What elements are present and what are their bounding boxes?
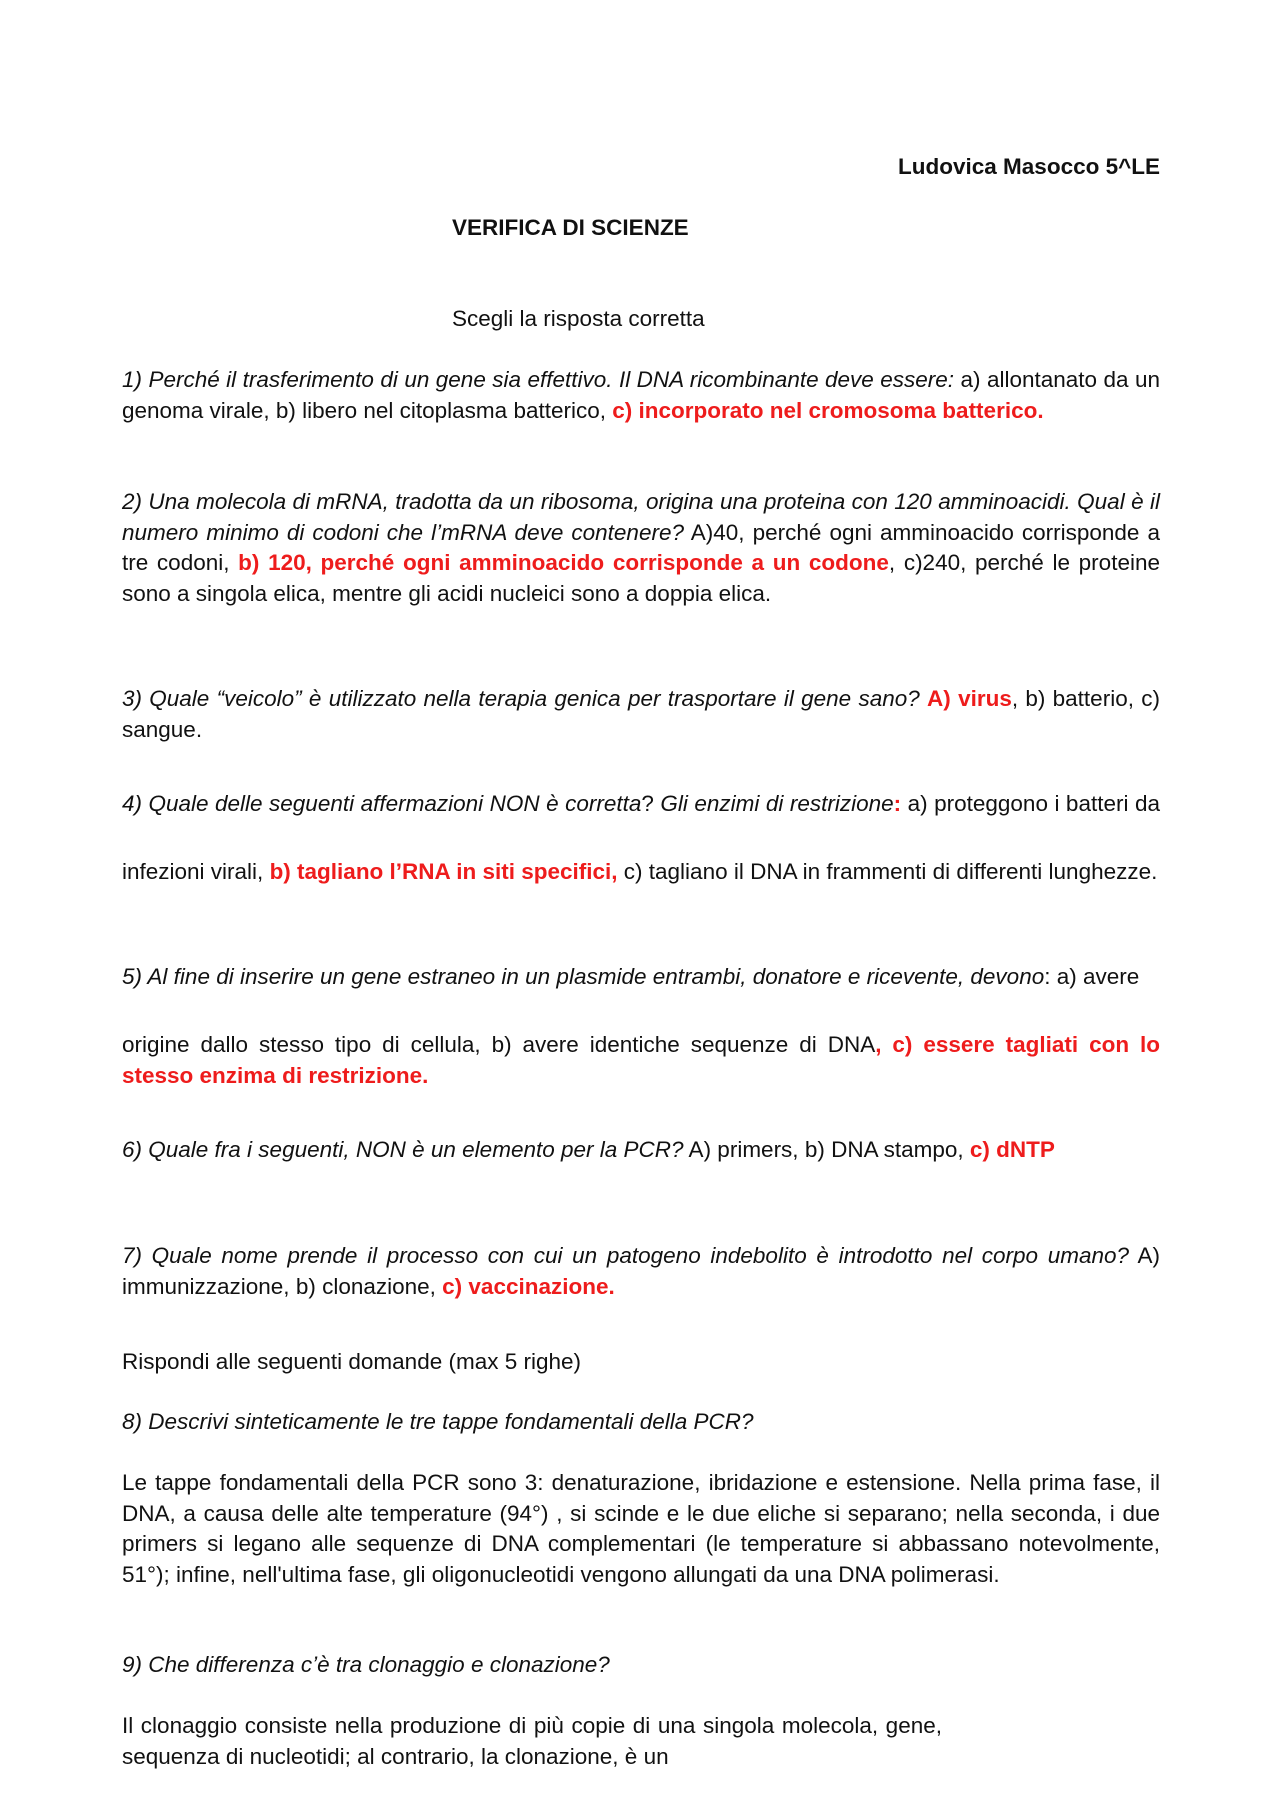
question-5-text: 5) Al fine di inserire un gene estraneo in un plasmide entrambi, donatore e ricevente, devono <box>122 964 1045 989</box>
question-7-text: 7) Quale nome prende il processo con cui un patogeno indebolito è introdotto nel corpo umano? <box>122 1243 1130 1268</box>
question-4-options-before: infezioni virali, <box>122 859 270 884</box>
question-3-options-after: , b) batterio, c) sangue. <box>122 686 1160 742</box>
question-4-question-mark: ? <box>641 791 661 816</box>
question-4-correct-answer: b) tagliano l’RNA in siti specifici, <box>269 859 618 884</box>
question-3-correct-answer: A) virus <box>927 686 1012 711</box>
question-1-correct-answer: c) incorporato nel cromosoma batterico. <box>612 397 1044 423</box>
question-7-correct-answer: c) vaccinazione. <box>442 1273 615 1299</box>
question-1-text: 1) Perché il trasferimento di un gene sia effettivo. Il DNA ricombinante deve essere: <box>122 367 955 392</box>
question-5 <box>122 962 1160 993</box>
question-1-options: a) allontanato da un genoma virale, b) libero nel citoplasma batterico, <box>122 367 1160 423</box>
author-line: Ludovica Masocco 5^LE <box>898 154 1160 179</box>
question-4-colon: : <box>893 791 902 816</box>
question-9-answer: Il clonaggio consiste nella produzione di più copie di una singola molecola, gene, sequenza di nucleotidi; al contrario, la clonazione, è un <box>122 1713 942 1769</box>
question-8-answer: Le tappe fondamentali della PCR sono 3: denaturazione, ibridazione e estensione. Nella prima fase, il DNA, a causa delle alte temperature (94°) , si scinde e le due eliche si separano; nella seconda, i due primers si legano alle sequenze di DNA complementari (le temperature si abbassano notevolmente, 51°); infine, nell'ultima fase, gli oligonucleotidi vengono allungati da una DNA polimerasi. <box>122 1470 1160 1587</box>
question-2-correct-answer: b) 120, perché ogni amminoacido corrisponde a un codone <box>238 550 889 575</box>
question-5-continued <box>122 1030 1160 1091</box>
question-9: 9) Che differenza c’è tra clonaggio e clonazione? <box>122 1652 610 1677</box>
question-5-options-line1: : a) avere <box>1044 964 1140 989</box>
question-2-options-after: , c)240, perché le proteine sono a singola elica, mentre gli acidi nucleici sono a doppia elica. <box>122 550 1160 606</box>
question-4-continued <box>122 857 1160 888</box>
question-8: 8) Descrivi sinteticamente le tre tappe fondamentali della PCR? <box>122 1409 754 1434</box>
question-5-options-before: origine dallo stesso tipo di cellula, b) avere identiche sequenze di DNA <box>122 1032 876 1057</box>
question-4-options-after: c) tagliano il DNA in frammenti di differenti lunghezze. <box>617 859 1158 884</box>
question-3 <box>122 684 1160 745</box>
question-6 <box>122 1135 1160 1166</box>
question-7-options: A) immunizzazione, b) clonazione, <box>122 1243 1160 1299</box>
question-4 <box>122 789 1160 820</box>
question-3-text: 3) Quale “veicolo” è utilizzato nella terapia genica per trasportare il gene sano? <box>122 686 920 711</box>
section-2-instructions: Rispondi alle seguenti domande (max 5 righe) <box>122 1349 582 1374</box>
question-2-text: 2) Una molecola di mRNA, tradotta da un ribosoma, origina una proteina con 120 amminoacidi. Qual è il numero minimo di codoni che l’mRNA deve contenere? <box>122 489 1160 545</box>
question-5-correct-answer: , c) essere tagliati con lo stesso enzima di restrizione. <box>122 1032 1160 1088</box>
question-6-text: 6) Quale fra i seguenti, NON è un elemento per la PCR? <box>122 1137 684 1162</box>
question-2-options-before: A)40, perché ogni amminoacido corrisponde a tre codoni, <box>122 519 1161 575</box>
question-7 <box>122 1241 1160 1302</box>
question-1 <box>122 365 1160 426</box>
instructions: Scegli la risposta corretta <box>452 306 705 331</box>
question-4-text-cont: Gli enzimi di restrizione <box>660 791 894 816</box>
question-4-options-line1: a) proteggono i batteri da <box>901 791 1160 816</box>
question-6-correct-answer: c) dNTP <box>969 1137 1055 1162</box>
question-2 <box>122 487 1160 609</box>
question-6-options: A) primers, b) DNA stampo, <box>683 1137 970 1162</box>
question-4-text: 4) Quale delle seguenti affermazioni NON è corretta <box>122 791 642 816</box>
document-title: VERIFICA DI SCIENZE <box>452 215 689 240</box>
